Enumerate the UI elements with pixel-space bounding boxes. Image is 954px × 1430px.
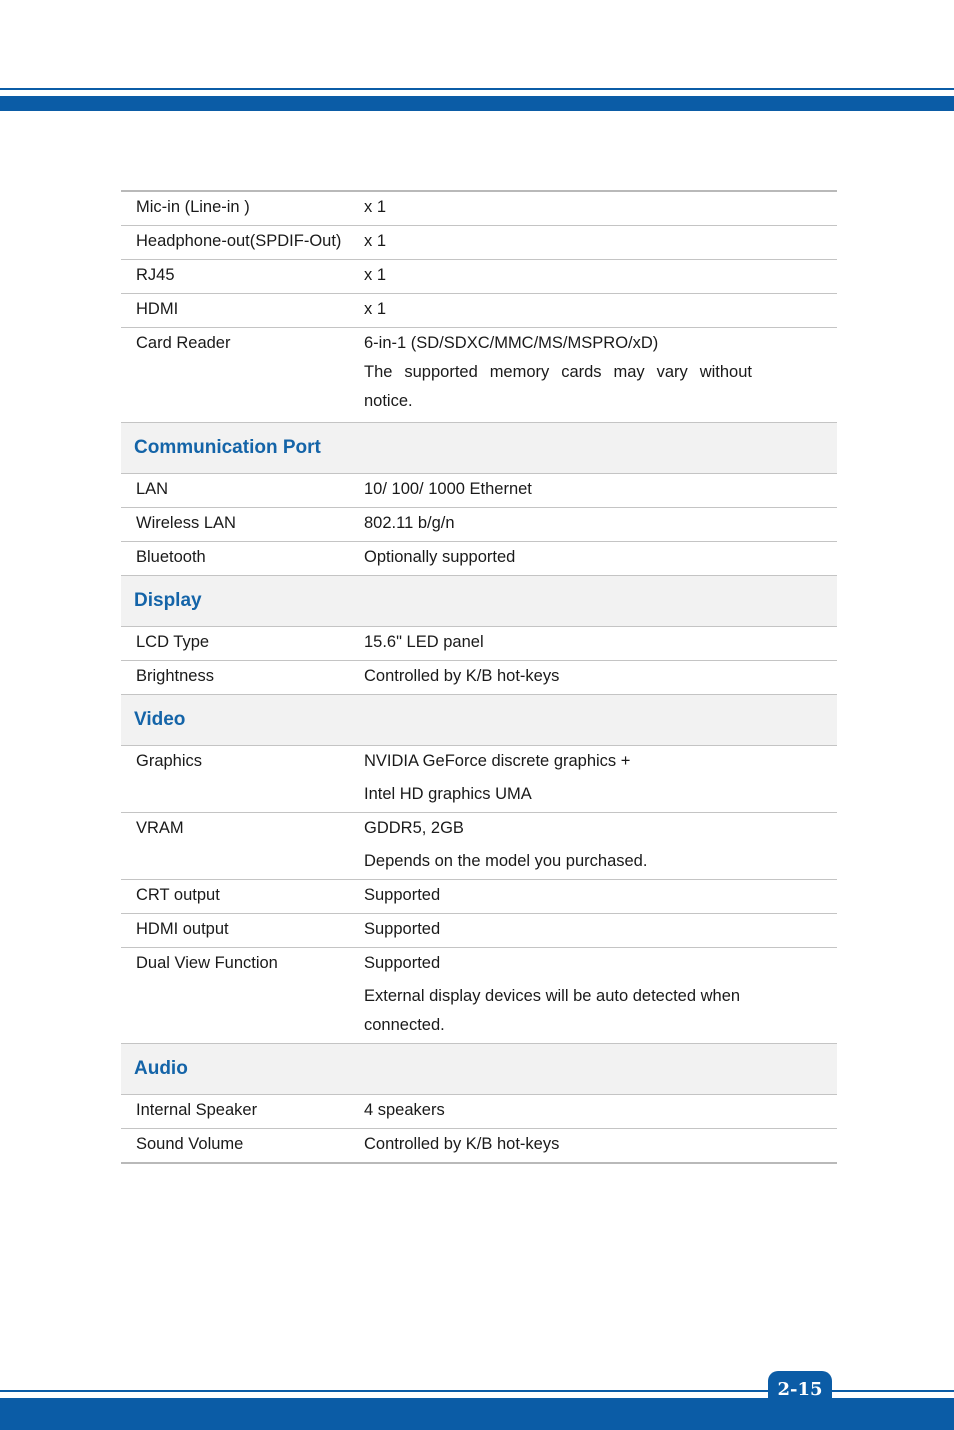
table-row [121, 1129, 837, 1164]
row-value: Controlled by K/B hot-keys [364, 667, 560, 685]
row-value: 4 speakers [364, 1101, 445, 1119]
table-row [121, 542, 837, 576]
row-value: x 1 [364, 232, 387, 250]
section-title: Display [134, 590, 202, 611]
table-row [121, 226, 837, 260]
table-row [121, 661, 837, 695]
row-value: x 1 [364, 198, 387, 216]
row-value: x 1 [364, 266, 387, 284]
row-value: 802.11 b/g/n [364, 514, 455, 532]
section-title: Video [134, 709, 186, 730]
row-value: 10/ 100/ 1000 Ethernet [364, 480, 532, 498]
row-label: Brightness [136, 667, 214, 685]
row-label: LAN [136, 480, 169, 498]
row-label: Bluetooth [136, 548, 206, 566]
row-value-note: External display devices will be auto detected when connected. [364, 987, 741, 1034]
row-label: Headphone-out(SPDIF-Out) [136, 232, 342, 250]
row-label: CRT output [136, 886, 220, 904]
section-header-display [121, 576, 837, 627]
row-label: Mic-in (Line-in ) [136, 198, 250, 216]
row-value: x 1 [364, 300, 387, 318]
row-value: GDDR5, 2GB [364, 819, 464, 837]
table-row [121, 328, 837, 423]
row-value: 15.6" LED panel [364, 633, 484, 651]
row-value: Supported [364, 920, 441, 938]
table-row [121, 627, 837, 661]
section-header-video [121, 695, 837, 746]
row-label: Wireless LAN [136, 514, 236, 532]
row-label: LCD Type [136, 633, 210, 651]
table-row [121, 508, 837, 542]
table-row [121, 474, 837, 508]
table-row [121, 1095, 837, 1129]
row-label: Graphics [136, 752, 203, 770]
header-rule-thin [0, 88, 954, 90]
row-value: Supported [364, 954, 441, 972]
table-row [121, 746, 837, 813]
section-header-communication [121, 423, 837, 474]
row-value: Controlled by K/B hot-keys [364, 1135, 560, 1153]
table-row [121, 813, 837, 880]
table-row [121, 948, 837, 1044]
table-row [121, 192, 837, 226]
row-value-note: Depends on the model you purchased. [364, 852, 648, 870]
row-value: Supported [364, 886, 441, 904]
table-row [121, 294, 837, 328]
table-row [121, 914, 837, 948]
row-label: Sound Volume [136, 1135, 244, 1153]
table-row [121, 880, 837, 914]
section-title: Communication Port [134, 437, 321, 458]
row-value: NVIDIA GeForce discrete graphics + [364, 752, 631, 770]
row-label: HDMI [136, 300, 179, 318]
row-label: Card Reader [136, 334, 231, 352]
section-title: Audio [134, 1058, 188, 1079]
row-value-note: Intel HD graphics UMA [364, 785, 532, 803]
header-bar [0, 96, 954, 111]
page-number: 2-15 [768, 1371, 832, 1405]
row-label: RJ45 [136, 266, 175, 284]
row-value: Optionally supported [364, 548, 516, 566]
row-value: 6-in-1 (SD/SDXC/MMC/MS/MSPRO/xD) [364, 334, 659, 352]
row-label: VRAM [136, 819, 184, 837]
section-header-audio [121, 1044, 837, 1095]
spec-table [121, 190, 837, 1164]
row-label: Dual View Function [136, 954, 278, 972]
row-label: Internal Speaker [136, 1101, 258, 1119]
table-row [121, 260, 837, 294]
row-label: HDMI output [136, 920, 229, 938]
row-value-note: The supported memory cards may vary without notice. [364, 363, 752, 410]
